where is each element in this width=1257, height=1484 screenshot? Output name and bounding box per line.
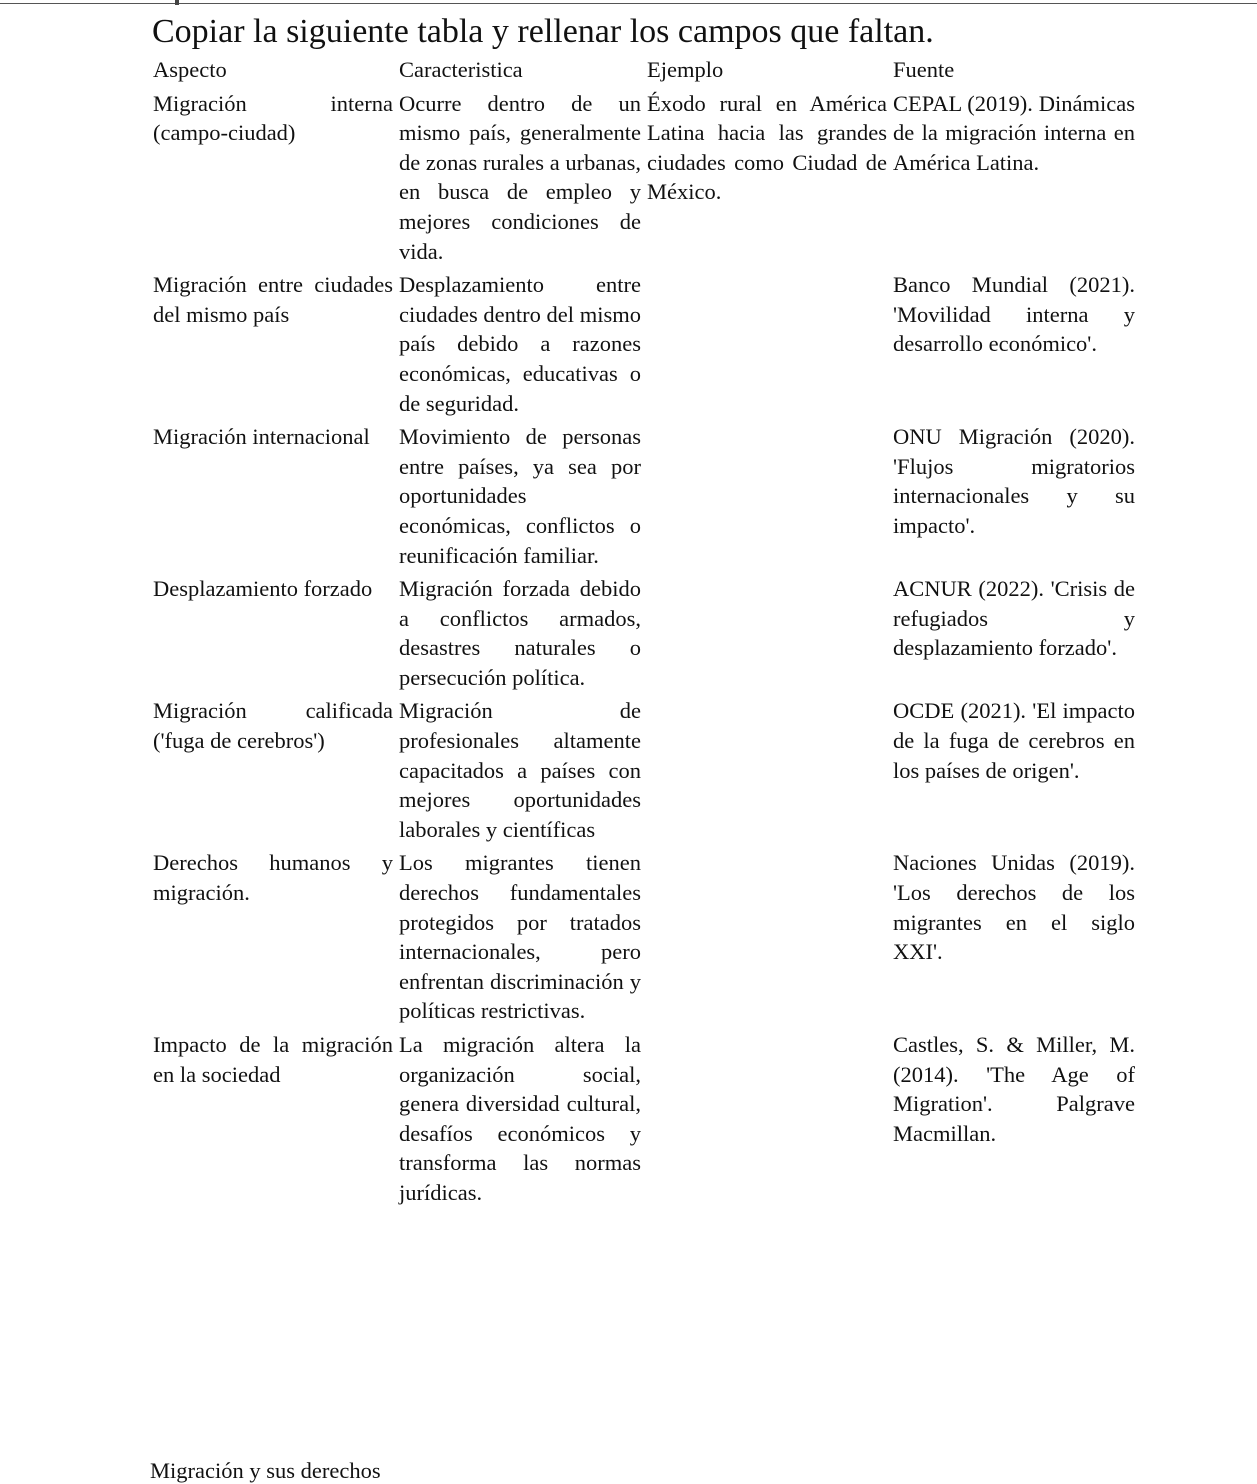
table-row <box>150 848 1138 1030</box>
page-top-fragment <box>175 0 179 5</box>
cropped-next-line-text: Migración y sus derechos <box>150 1458 381 1483</box>
cell-fuente: Banco Mundial (2021). 'Movilidad interna y desarrollo económico'. <box>893 272 1135 357</box>
table-row <box>150 574 1138 696</box>
table-header-row <box>150 55 1138 89</box>
cell-ejemplo <box>644 1030 890 1212</box>
header-aspecto: Aspecto <box>153 57 227 82</box>
cell-fuente: Castles, S. & Miller, M. (2014). 'The Age of Migration'. Palgrave Macmillan. <box>893 1032 1135 1146</box>
cell-aspecto: Migración internacional <box>153 424 370 450</box>
cropped-next-line <box>150 1458 750 1484</box>
cell-caracteristica: Desplazamiento entre ciudades dentro del mismo país debido a razones económicas, educativas o de seguridad. <box>399 272 641 416</box>
cell-ejemplo: Éxodo rural en América Latina hacia las grandes ciudades como Ciudad de México. <box>647 90 887 205</box>
cell-aspecto: Desplazamiento forzado <box>153 576 373 602</box>
header-ejemplo: Ejemplo <box>647 57 724 82</box>
cell-caracteristica: Movimiento de personas entre países, ya sea por oportunidades económicas, conflictos o reunificación familiar. <box>399 424 641 568</box>
cell-fuente: OCDE (2021). 'El impacto de la fuga de cerebros en los países de origen'. <box>893 698 1135 783</box>
migration-table <box>150 55 1138 1212</box>
cell-aspecto: Impacto de la migración en la sociedad <box>153 1032 393 1087</box>
cell-ejemplo <box>644 422 890 574</box>
cell-ejemplo <box>644 270 890 422</box>
page-top-border <box>0 3 1257 4</box>
table-row <box>150 270 1138 422</box>
cell-fuente: Naciones Unidas (2019). 'Los derechos de los migrantes en el siglo XXI'. <box>893 850 1135 965</box>
cell-aspecto: Migración calificada ('fuga de cerebros') <box>153 698 393 754</box>
cell-aspecto: Migración interna (campo-ciudad) <box>153 90 393 146</box>
cell-aspecto: Derechos humanos y migración. <box>153 850 393 906</box>
cell-fuente: ACNUR (2022). 'Crisis de refugiados y desplazamiento forzado'. <box>893 576 1135 661</box>
cell-ejemplo <box>644 848 890 1030</box>
table-row <box>150 422 1138 574</box>
cell-caracteristica: La migración altera la organización social, genera diversidad cultural, desafíos económicos y transforma las normas jurídicas. <box>399 1032 641 1205</box>
cell-caracteristica: Ocurre dentro de un mismo país, generalmente de zonas rurales a urbanas, en busca de empleo y mejores condiciones de vida. <box>399 90 641 264</box>
header-fuente: Fuente <box>893 57 955 82</box>
table-row <box>150 696 1138 848</box>
table-row <box>150 89 1138 271</box>
cell-aspecto: Migración entre ciudades del mismo país <box>153 272 393 327</box>
cell-caracteristica: Los migrantes tienen derechos fundamentales protegidos por tratados internacionales, pero enfrentan discriminación y políticas restrictivas. <box>399 850 641 1024</box>
document-title: Copiar la siguiente tabla y rellenar los campos que faltan. <box>152 13 934 50</box>
cell-fuente: ONU Migración (2020). 'Flujos migratorios internacionales y su impacto'. <box>893 424 1135 538</box>
table-row <box>150 1030 1138 1212</box>
cell-caracteristica: Migración de profesionales altamente capacitados a países con mejores oportunidades laborales y científicas <box>399 698 641 842</box>
header-caracteristica: Caracteristica <box>399 57 523 82</box>
cell-caracteristica: Migración forzada debido a conflictos armados, desastres naturales o persecución política. <box>399 576 641 690</box>
cell-ejemplo <box>644 574 890 696</box>
cell-ejemplo <box>644 696 890 848</box>
cell-fuente: CEPAL (2019). Dinámicas de la migración interna en América Latina. <box>893 90 1135 175</box>
